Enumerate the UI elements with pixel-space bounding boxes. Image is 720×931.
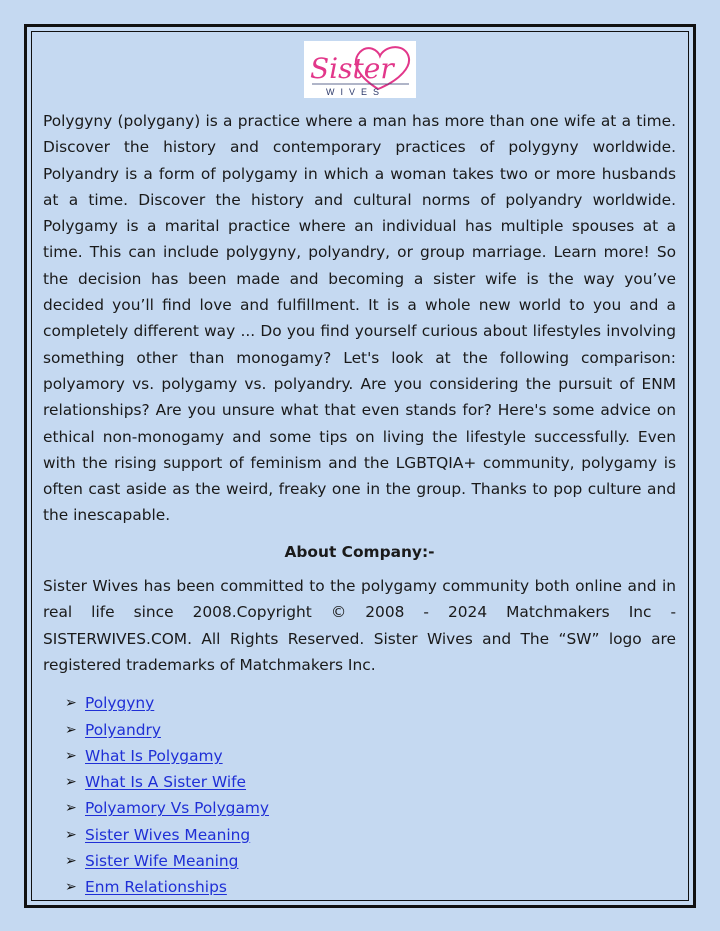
arrowhead-bullet-icon: ➢ [65, 774, 77, 791]
list-item [65, 848, 676, 874]
arrowhead-bullet-icon: ➢ [65, 695, 77, 712]
link-enm-relationships[interactable]: Enm Relationships [85, 878, 227, 897]
about-heading: About Company:- [284, 542, 435, 561]
arrowhead-bullet-icon: ➢ [65, 747, 77, 764]
link-sister-wives-meaning[interactable]: Sister Wives Meaning [85, 825, 251, 844]
arrowhead-bullet-icon: ➢ [65, 721, 77, 738]
list-item [65, 822, 676, 848]
arrowhead-bullet-icon: ➢ [65, 800, 77, 817]
list-item [65, 795, 676, 821]
logo-brand-text: Sister [310, 52, 394, 85]
link-sister-wife-meaning[interactable]: Sister Wife Meaning [85, 852, 239, 871]
link-polygyny[interactable]: Polygyny [85, 694, 155, 713]
list-item [65, 874, 676, 900]
arrowhead-bullet-icon: ➢ [65, 879, 77, 896]
intro-paragraph: Polygyny (polygany) is a practice where a man has more than one wife at a time. Discover the history and contemporary practices of polygyny worldwide. Polyandry is a form of polygamy in which a woman takes two or more husbands at a time. Discover the history and cultural norms of polyandry worldwide. Polygamy is a marital practice where an individual has multiple spouses at a time. This can include polygyny, polyandry, or group marriage. Learn more! So the decision has been made and becoming a sister wife is the way you’ve decided you’ll find love and fulfillment. It is a whole new world to you and a completely different way ... Do you find yourself curious about lifestyles involving something other than monogamy? Let's look at the following comparison: polyamory vs. polygamy vs. polyandry. Are you considering the pursuit of ENM relationships? Are you unsure what that even stands for? Here's some advice on ethical non-monogamy and some tips on living the lifestyle successfully. Even with the rising support of feminism and the LGBTQIA+ community, polygamy is often cast aside as the weird, freaky one in the group. Thanks to pop culture and the inescapable. [43, 112, 676, 525]
logo-tagline: WIVES [326, 87, 386, 97]
arrowhead-bullet-icon: ➢ [65, 826, 77, 843]
sister-wives-logo [304, 41, 416, 98]
list-item [65, 690, 676, 716]
list-item [65, 769, 676, 795]
list-item [65, 717, 676, 743]
link-what-is-a-sister-wife[interactable]: What Is A Sister Wife [85, 773, 247, 792]
link-polyamory-vs-polygamy[interactable]: Polyamory Vs Polygamy [85, 799, 269, 818]
arrowhead-bullet-icon: ➢ [65, 853, 77, 870]
list-item [65, 743, 676, 769]
about-paragraph: Sister Wives has been committed to the polygamy community both online and in real life since 2008.Copyright © 2008 - 2024 Matchmakers Inc - SISTERWIVES.COM. All Rights Reserved. Sister Wives and The “SW” logo are registered trademarks of Matchmakers Inc. [43, 577, 676, 674]
main-content [43, 108, 676, 901]
link-what-is-polygamy[interactable]: What Is Polygamy [85, 746, 223, 765]
link-list [65, 690, 676, 900]
link-polyandry[interactable]: Polyandry [85, 720, 161, 739]
